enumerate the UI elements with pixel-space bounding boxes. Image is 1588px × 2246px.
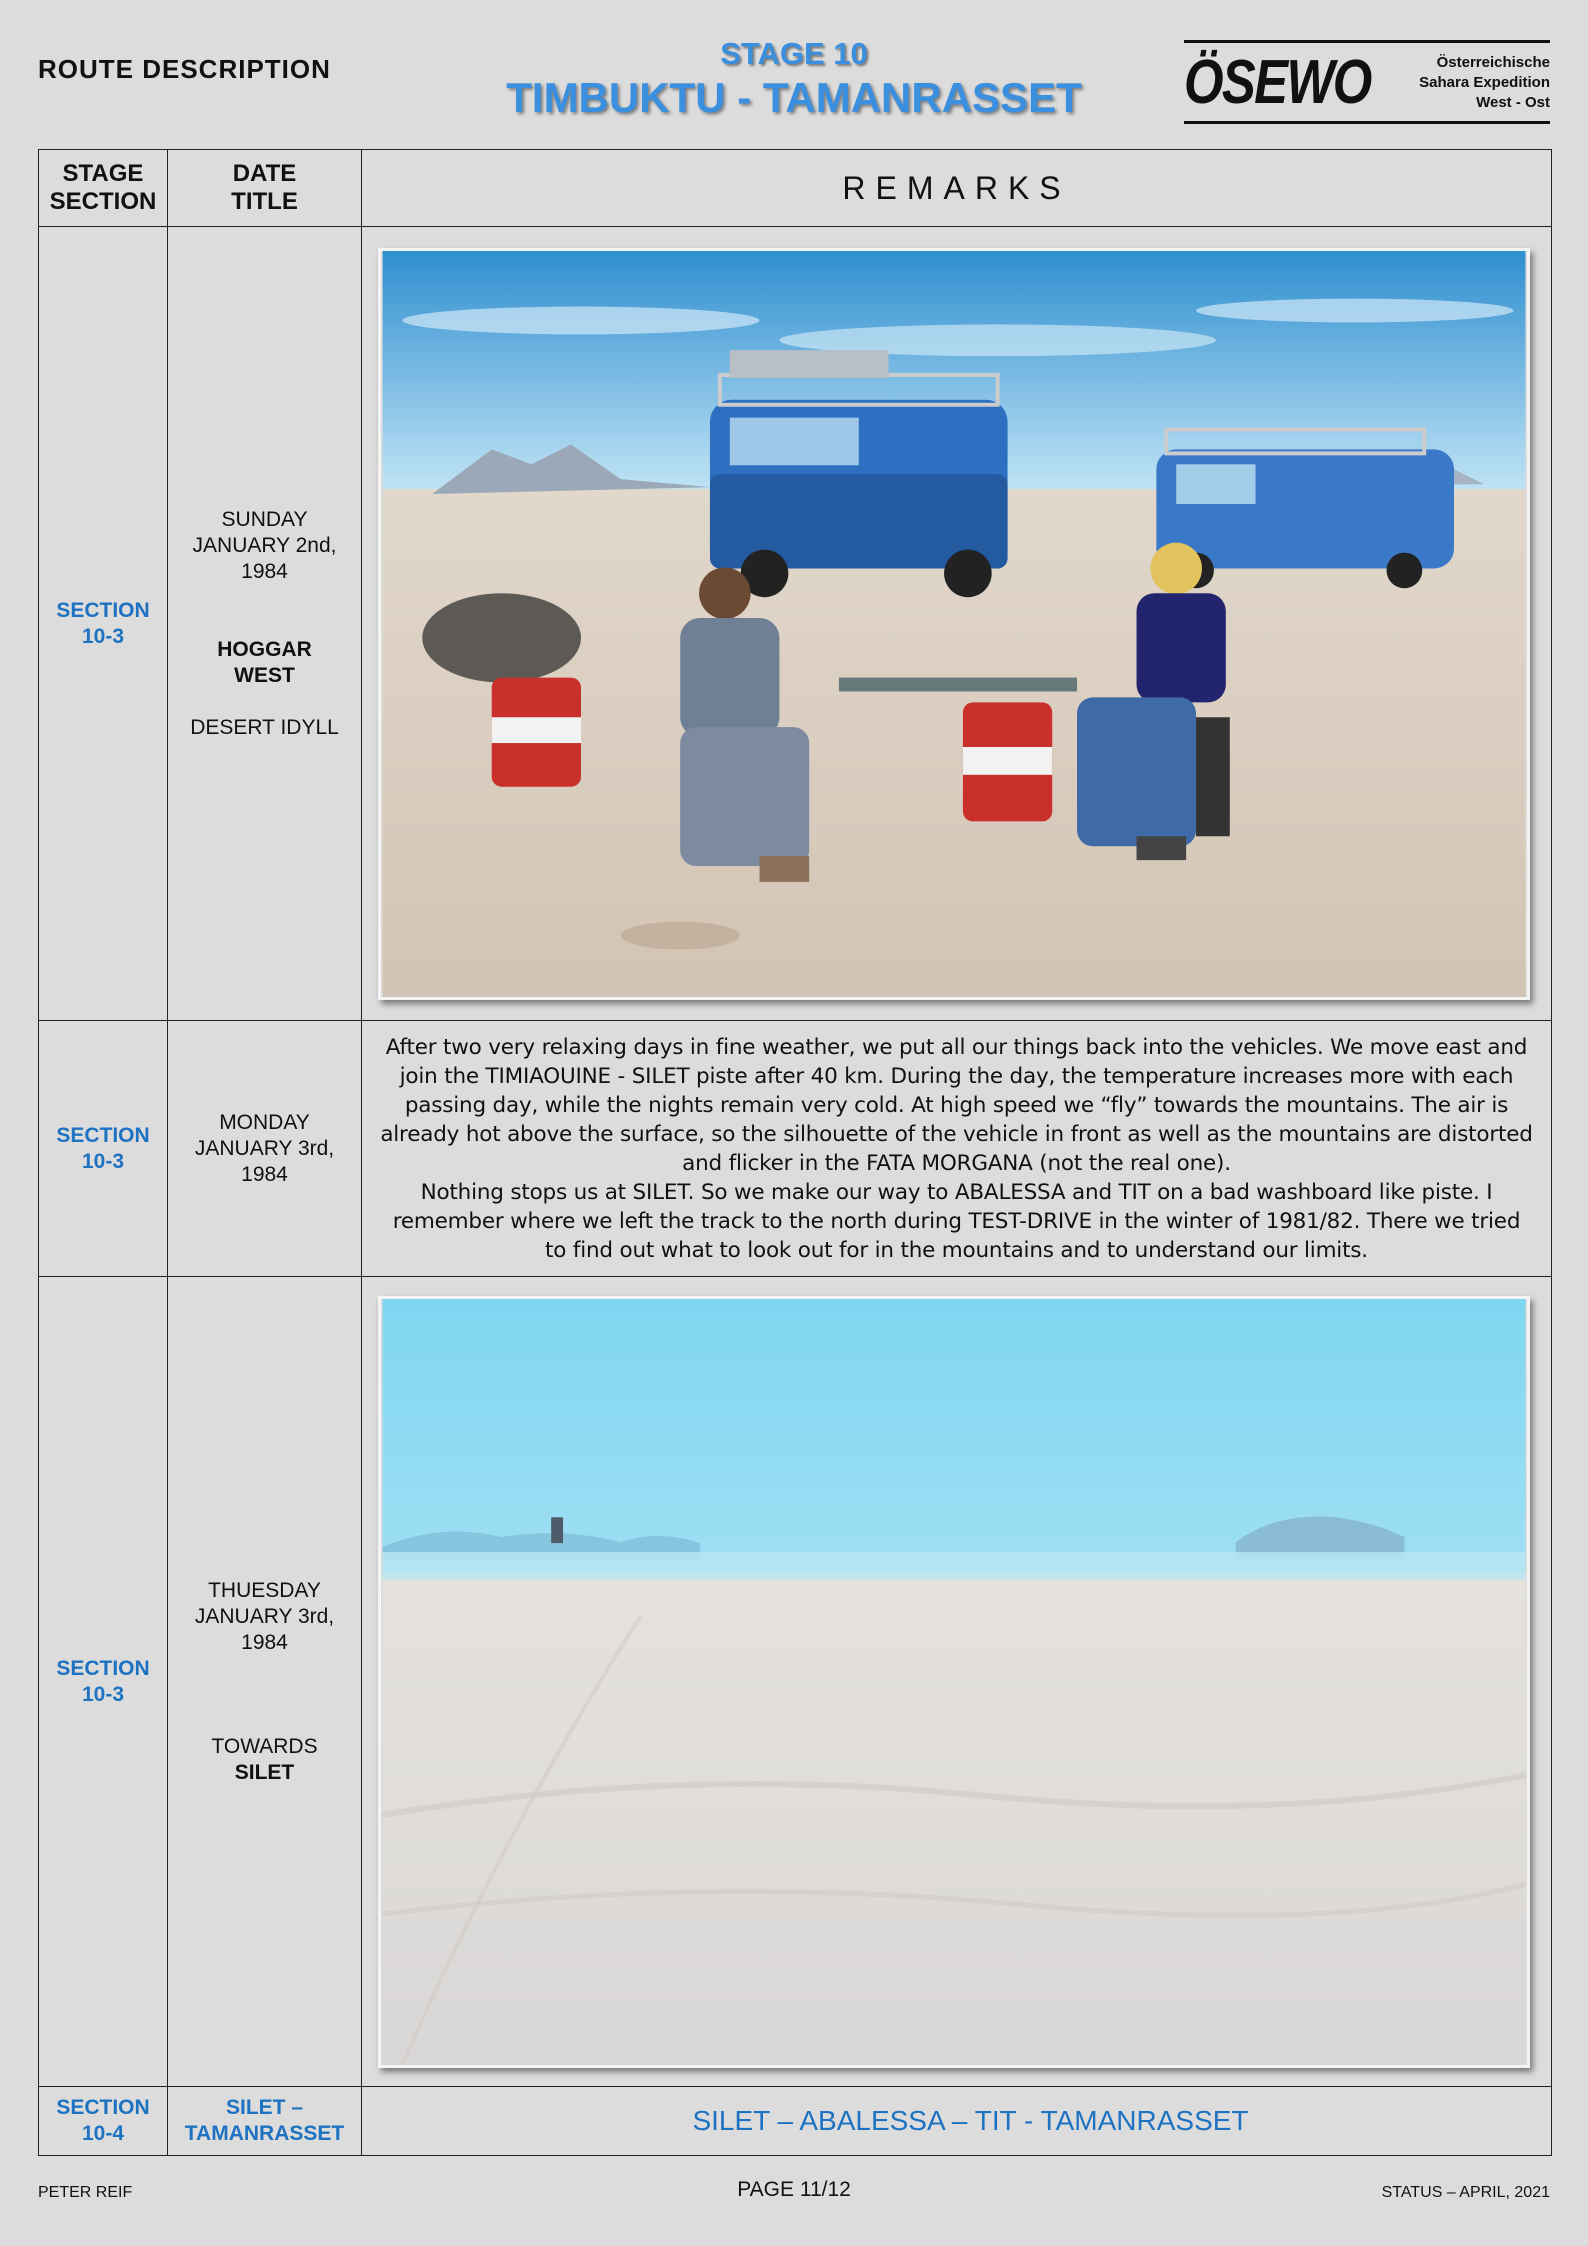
date-title-cell <box>168 1021 362 1277</box>
header-title-label: TITLE <box>231 188 298 215</box>
year: 1984 <box>241 559 288 583</box>
year: 1984 <box>241 1630 288 1654</box>
date: JANUARY 3rd, <box>194 1136 335 1160</box>
section-label: SECTION <box>56 598 150 622</box>
section-number: 10-3 <box>81 1682 125 1706</box>
section-cell <box>39 1021 168 1277</box>
date-title-cell <box>168 227 362 1021</box>
subtitle: DESERT IDYLL <box>190 715 339 739</box>
stage-number: STAGE 10 <box>720 36 868 71</box>
year: 1984 <box>241 1162 288 1186</box>
logo-line-2: Sahara Expedition <box>1419 74 1550 91</box>
author: PETER REIF <box>38 2184 133 2201</box>
photo-cell <box>362 227 1552 1021</box>
title-line-1: TOWARDS <box>211 1734 318 1758</box>
desert-camp-photo <box>378 248 1530 1000</box>
table-row <box>39 1277 1552 2087</box>
logo-line-1: Österreichische <box>1436 54 1550 71</box>
stage-title: TIMBUKTU - TAMANRASSET <box>506 74 1082 121</box>
title-line-1: HOGGAR <box>217 637 312 661</box>
header-stage-label: STAGE <box>62 160 144 187</box>
date: JANUARY 3rd, <box>194 1604 335 1628</box>
title-line-2: WEST <box>234 663 295 687</box>
weekday: SUNDAY <box>221 507 308 531</box>
section-label: SECTION <box>56 1656 150 1680</box>
photo-cell <box>362 1277 1552 2087</box>
table-row <box>39 2087 1552 2156</box>
remarks-paragraph-2: Nothing stops us at SILET. So we make our way to ABALESSA and TIT on a bad washboard like piste. I remember where we left the track to the north during TEST-DRIVE in the winter of 1981/82. There we tried to find out what to look out for in the mountains and to understand our limits. <box>392 1179 1521 1263</box>
desert-mirage-photo <box>378 1296 1530 2068</box>
header-remarks: REMARKS <box>362 150 1552 227</box>
table-header-row <box>39 150 1552 227</box>
table-row <box>39 227 1552 1021</box>
table-row <box>39 1021 1552 1277</box>
title-line-1: SILET – <box>225 2096 304 2119</box>
header-date-title <box>168 150 362 227</box>
logo-subtitle <box>1419 53 1550 113</box>
section-label: SECTION <box>56 1123 150 1147</box>
title-line-2: SILET <box>234 1760 295 1784</box>
logo-mark: ÖSEWO <box>1184 48 1371 117</box>
remarks-text-cell <box>362 1021 1552 1277</box>
status: STATUS – APRIL, 2021 <box>1381 2184 1550 2201</box>
route-text: SILET – ABALESSA – TIT - TAMANRASSET <box>362 2087 1552 2156</box>
weekday: MONDAY <box>219 1110 310 1134</box>
osewo-logo <box>1184 40 1550 124</box>
document-label: ROUTE DESCRIPTION <box>38 54 331 84</box>
header-date-label: DATE <box>232 160 297 187</box>
section-label: SECTION <box>56 2096 150 2119</box>
header-section-label: SECTION <box>49 188 157 215</box>
section-cell <box>39 1277 168 2087</box>
date-title-cell <box>168 1277 362 2087</box>
date-title-cell <box>168 2087 362 2156</box>
remarks-paragraph-1: After two very relaxing days in fine weather, we put all our things back into the vehicles. We move east and join the TIMIAOUINE - SILET piste after 40 km. During the day, the temperature increases more with each passing day, while the nights remain very cold. At high speed we “fly” towards the mountains. The air is already hot above the surface, so the silhouette of the vehicle in front as well as the mountains are distorted and flicker in the FATA MORGANA (not the real one). <box>380 1034 1533 1176</box>
title-line-2: TAMANRASSET <box>184 2122 345 2145</box>
page-number: PAGE 11/12 <box>737 2178 851 2201</box>
section-cell <box>39 227 168 1021</box>
date: JANUARY 2nd, <box>192 533 337 557</box>
section-cell <box>39 2087 168 2156</box>
section-number: 10-4 <box>81 2122 125 2145</box>
route-table <box>38 149 1552 2156</box>
section-number: 10-3 <box>81 1149 125 1173</box>
section-number: 10-3 <box>81 624 125 648</box>
logo-line-3: West - Ost <box>1476 94 1550 111</box>
header-stage-section <box>39 150 168 227</box>
weekday: THUESDAY <box>208 1578 321 1602</box>
